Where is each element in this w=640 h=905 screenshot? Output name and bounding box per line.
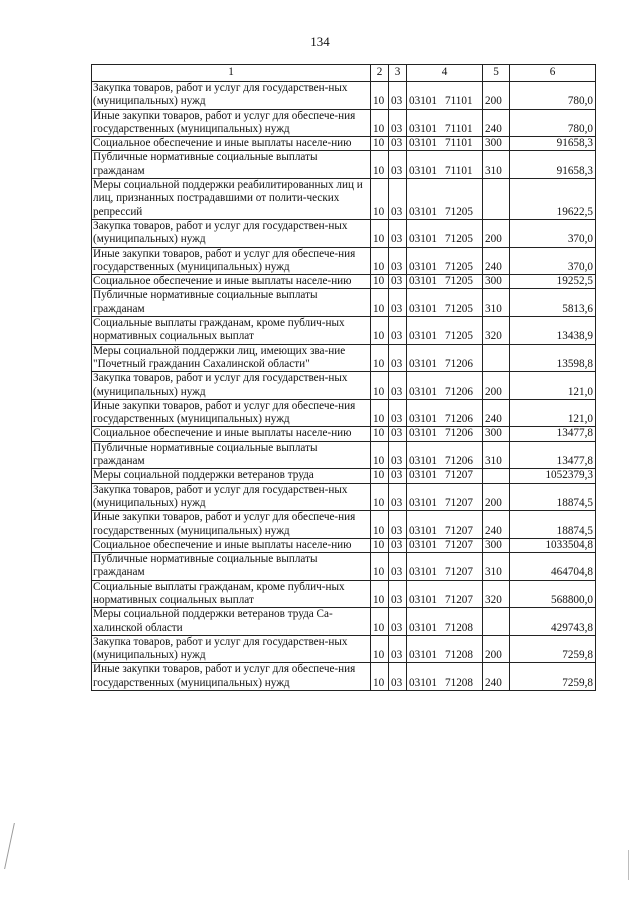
row-subsection-cell: 03 (389, 275, 407, 289)
table-row (92, 179, 596, 220)
target-article-direction-code: 71207 (445, 496, 473, 509)
target-article-program-code: 03101 (409, 95, 437, 108)
row-amount-cell: 370,0 (510, 247, 596, 275)
row-target-article-cell (407, 663, 483, 691)
target-article-direction-code: 71206 (445, 413, 473, 426)
target-article-program-code: 03101 (409, 469, 437, 482)
table-header (92, 65, 596, 82)
row-section-cell: 10 (371, 608, 389, 636)
table-row (92, 289, 596, 317)
row-expense-type-cell: 240 (483, 511, 510, 539)
target-article-direction-code: 71205 (445, 302, 473, 315)
margin-scan-mark (628, 850, 631, 880)
header-cell-name: 1 (92, 65, 371, 82)
row-subsection-cell: 03 (389, 427, 407, 441)
row-name-cell: Иные закупки товаров, работ и услуг для обеспече-ния государственных (муниципальных) нужд (92, 247, 371, 275)
row-section-cell: 10 (371, 219, 389, 247)
table-row (92, 427, 596, 441)
row-subsection-cell: 03 (389, 608, 407, 636)
row-expense-type-cell: 240 (483, 109, 510, 137)
target-article-direction-code: 71101 (445, 95, 473, 108)
row-subsection-cell: 03 (389, 179, 407, 220)
row-expense-type-cell: 240 (483, 247, 510, 275)
row-target-article-cell (407, 344, 483, 372)
target-article-direction-code: 71101 (445, 122, 473, 135)
table-row (92, 469, 596, 483)
header-cell-expense-type: 5 (483, 65, 510, 82)
row-target-article-cell (407, 553, 483, 581)
row-target-article-cell (407, 441, 483, 469)
row-section-cell: 10 (371, 344, 389, 372)
header-cell-section: 2 (371, 65, 389, 82)
row-name-cell: Иные закупки товаров, работ и услуг для обеспече-ния государственных (муниципальных) нужд (92, 663, 371, 691)
target-article-program-code: 03101 (409, 566, 437, 579)
row-expense-type-cell: 300 (483, 538, 510, 552)
row-subsection-cell: 03 (389, 151, 407, 179)
target-article-direction-code: 71208 (445, 676, 473, 689)
row-section-cell: 10 (371, 82, 389, 110)
target-article-program-code: 03101 (409, 496, 437, 509)
target-article-direction-code: 71205 (445, 275, 473, 288)
row-name-cell: Меры социальной поддержки ветеранов труда Са-халинской области (92, 608, 371, 636)
header-cell-amount: 6 (510, 65, 596, 82)
row-name-cell: Закупка товаров, работ и услуг для государствен-ных (муниципальных) нужд (92, 219, 371, 247)
row-amount-cell: 18874,5 (510, 511, 596, 539)
table-row (92, 151, 596, 179)
row-amount-cell: 121,0 (510, 399, 596, 427)
row-expense-type-cell: 240 (483, 663, 510, 691)
row-expense-type-cell: 200 (483, 82, 510, 110)
row-amount-cell: 18874,5 (510, 483, 596, 511)
row-name-cell: Закупка товаров, работ и услуг для государствен-ных (муниципальных) нужд (92, 82, 371, 110)
row-subsection-cell: 03 (389, 441, 407, 469)
row-target-article-cell (407, 289, 483, 317)
table-row (92, 635, 596, 663)
row-expense-type-cell (483, 344, 510, 372)
table-row (92, 137, 596, 151)
row-target-article-cell (407, 151, 483, 179)
row-target-article-cell (407, 372, 483, 400)
row-expense-type-cell: 320 (483, 580, 510, 608)
row-amount-cell: 5813,6 (510, 289, 596, 317)
target-article-program-code: 03101 (409, 676, 437, 689)
row-amount-cell: 91658,3 (510, 137, 596, 151)
row-subsection-cell: 03 (389, 289, 407, 317)
row-name-cell: Социальные выплаты гражданам, кроме публич-ных нормативных социальных выплат (92, 317, 371, 345)
target-article-program-code: 03101 (409, 593, 437, 606)
row-target-article-cell (407, 317, 483, 345)
row-expense-type-cell: 200 (483, 219, 510, 247)
row-target-article-cell (407, 538, 483, 552)
row-subsection-cell: 03 (389, 109, 407, 137)
target-article-program-code: 03101 (409, 357, 437, 370)
row-target-article-cell (407, 109, 483, 137)
row-name-cell: Публичные нормативные социальные выплаты гражданам (92, 151, 371, 179)
row-expense-type-cell: 240 (483, 399, 510, 427)
row-section-cell: 10 (371, 441, 389, 469)
target-article-direction-code: 71206 (445, 455, 473, 468)
row-subsection-cell: 03 (389, 344, 407, 372)
row-subsection-cell: 03 (389, 663, 407, 691)
target-article-program-code: 03101 (409, 538, 437, 551)
target-article-direction-code: 71208 (445, 649, 473, 662)
row-amount-cell: 7259,8 (510, 635, 596, 663)
row-name-cell: Меры социальной поддержки реабилитированных лиц и лиц, признанных пострадавшими от полити-ческих репрессий (92, 179, 371, 220)
row-section-cell: 10 (371, 580, 389, 608)
row-expense-type-cell: 310 (483, 441, 510, 469)
table-row (92, 344, 596, 372)
row-section-cell: 10 (371, 553, 389, 581)
table-row (92, 483, 596, 511)
row-target-article-cell (407, 511, 483, 539)
row-section-cell: 10 (371, 179, 389, 220)
row-name-cell: Меры социальной поддержки лиц, имеющих зва-ние "Почетный гражданин Сахалинской области" (92, 344, 371, 372)
row-subsection-cell: 03 (389, 219, 407, 247)
target-article-program-code: 03101 (409, 205, 437, 218)
row-amount-cell: 1033504,8 (510, 538, 596, 552)
table-row (92, 538, 596, 552)
target-article-direction-code: 71207 (445, 538, 473, 551)
row-name-cell: Социальные выплаты гражданам, кроме публич-ных нормативных социальных выплат (92, 580, 371, 608)
row-amount-cell: 370,0 (510, 219, 596, 247)
row-target-article-cell (407, 275, 483, 289)
target-article-direction-code: 71205 (445, 330, 473, 343)
target-article-direction-code: 71207 (445, 566, 473, 579)
table-row (92, 399, 596, 427)
row-amount-cell: 7259,8 (510, 663, 596, 691)
target-article-program-code: 03101 (409, 275, 437, 288)
row-expense-type-cell: 200 (483, 372, 510, 400)
row-section-cell: 10 (371, 511, 389, 539)
row-section-cell: 10 (371, 372, 389, 400)
target-article-program-code: 03101 (409, 385, 437, 398)
table-row (92, 608, 596, 636)
row-target-article-cell (407, 483, 483, 511)
table-row (92, 372, 596, 400)
row-amount-cell: 13598,8 (510, 344, 596, 372)
row-amount-cell: 1052379,3 (510, 469, 596, 483)
target-article-program-code: 03101 (409, 427, 437, 440)
budget-table (91, 64, 596, 691)
row-subsection-cell: 03 (389, 399, 407, 427)
target-article-direction-code: 71207 (445, 469, 473, 482)
row-name-cell: Социальное обеспечение и иные выплаты населе-нию (92, 427, 371, 441)
row-section-cell: 10 (371, 275, 389, 289)
row-name-cell: Меры социальной поддержки ветеранов труда (92, 469, 371, 483)
row-section-cell: 10 (371, 483, 389, 511)
header-row (92, 65, 596, 82)
target-article-direction-code: 71206 (445, 385, 473, 398)
target-article-program-code: 03101 (409, 649, 437, 662)
table-row (92, 441, 596, 469)
table-row (92, 82, 596, 110)
row-name-cell: Иные закупки товаров, работ и услуг для обеспече-ния государственных (муниципальных) нужд (92, 399, 371, 427)
row-expense-type-cell: 320 (483, 317, 510, 345)
row-target-article-cell (407, 137, 483, 151)
row-subsection-cell: 03 (389, 635, 407, 663)
row-name-cell: Иные закупки товаров, работ и услуг для обеспече-ния государственных (муниципальных) нужд (92, 109, 371, 137)
target-article-program-code: 03101 (409, 621, 437, 634)
row-section-cell: 10 (371, 538, 389, 552)
row-section-cell: 10 (371, 663, 389, 691)
row-expense-type-cell: 200 (483, 483, 510, 511)
row-target-article-cell (407, 635, 483, 663)
row-expense-type-cell: 300 (483, 275, 510, 289)
row-section-cell: 10 (371, 109, 389, 137)
row-expense-type-cell (483, 469, 510, 483)
row-name-cell: Публичные нормативные социальные выплаты гражданам (92, 289, 371, 317)
target-article-program-code: 03101 (409, 413, 437, 426)
row-name-cell: Социальное обеспечение и иные выплаты населе-нию (92, 538, 371, 552)
row-target-article-cell (407, 580, 483, 608)
target-article-direction-code: 71208 (445, 621, 473, 634)
row-amount-cell: 19252,5 (510, 275, 596, 289)
row-expense-type-cell: 200 (483, 635, 510, 663)
table-row (92, 580, 596, 608)
row-expense-type-cell: 310 (483, 289, 510, 317)
row-section-cell: 10 (371, 427, 389, 441)
row-expense-type-cell: 300 (483, 427, 510, 441)
row-name-cell: Публичные нормативные социальные выплаты гражданам (92, 441, 371, 469)
row-name-cell: Социальное обеспечение и иные выплаты населе-нию (92, 137, 371, 151)
margin-pencil-mark (4, 823, 19, 869)
target-article-program-code: 03101 (409, 122, 437, 135)
row-subsection-cell: 03 (389, 82, 407, 110)
target-article-direction-code: 71206 (445, 357, 473, 370)
table-row (92, 663, 596, 691)
row-subsection-cell: 03 (389, 247, 407, 275)
row-subsection-cell: 03 (389, 469, 407, 483)
row-amount-cell: 568800,0 (510, 580, 596, 608)
row-target-article-cell (407, 247, 483, 275)
target-article-direction-code: 71207 (445, 524, 473, 537)
row-subsection-cell: 03 (389, 580, 407, 608)
row-name-cell: Публичные нормативные социальные выплаты гражданам (92, 553, 371, 581)
row-amount-cell: 464704,8 (510, 553, 596, 581)
row-target-article-cell (407, 399, 483, 427)
table-row (92, 511, 596, 539)
table-row (92, 247, 596, 275)
row-target-article-cell (407, 427, 483, 441)
row-section-cell: 10 (371, 469, 389, 483)
row-amount-cell: 19622,5 (510, 179, 596, 220)
row-section-cell: 10 (371, 289, 389, 317)
row-section-cell: 10 (371, 399, 389, 427)
row-subsection-cell: 03 (389, 511, 407, 539)
target-article-program-code: 03101 (409, 302, 437, 315)
row-section-cell: 10 (371, 317, 389, 345)
row-expense-type-cell: 300 (483, 137, 510, 151)
table-row (92, 553, 596, 581)
row-subsection-cell: 03 (389, 137, 407, 151)
target-article-direction-code: 71206 (445, 427, 473, 440)
row-amount-cell: 13438,9 (510, 317, 596, 345)
target-article-program-code: 03101 (409, 524, 437, 537)
table-row (92, 219, 596, 247)
row-subsection-cell: 03 (389, 553, 407, 581)
target-article-program-code: 03101 (409, 233, 437, 246)
row-expense-type-cell (483, 179, 510, 220)
row-amount-cell: 13477,8 (510, 441, 596, 469)
row-name-cell: Закупка товаров, работ и услуг для государствен-ных (муниципальных) нужд (92, 483, 371, 511)
target-article-program-code: 03101 (409, 164, 437, 177)
row-subsection-cell: 03 (389, 538, 407, 552)
row-expense-type-cell (483, 608, 510, 636)
target-article-direction-code: 71207 (445, 593, 473, 606)
row-section-cell: 10 (371, 635, 389, 663)
row-amount-cell: 780,0 (510, 109, 596, 137)
row-name-cell: Закупка товаров, работ и услуг для государствен-ных (муниципальных) нужд (92, 372, 371, 400)
row-target-article-cell (407, 469, 483, 483)
row-name-cell: Иные закупки товаров, работ и услуг для обеспече-ния государственных (муниципальных) нужд (92, 511, 371, 539)
row-name-cell: Социальное обеспечение и иные выплаты населе-нию (92, 275, 371, 289)
row-target-article-cell (407, 179, 483, 220)
header-cell-target-article: 4 (407, 65, 483, 82)
row-amount-cell: 780,0 (510, 82, 596, 110)
row-subsection-cell: 03 (389, 317, 407, 345)
target-article-direction-code: 71101 (445, 164, 473, 177)
row-subsection-cell: 03 (389, 372, 407, 400)
page-number: 134 (310, 34, 330, 49)
target-article-program-code: 03101 (409, 455, 437, 468)
row-amount-cell: 121,0 (510, 372, 596, 400)
table-body (92, 82, 596, 691)
row-amount-cell: 91658,3 (510, 151, 596, 179)
target-article-direction-code: 71205 (445, 233, 473, 246)
target-article-direction-code: 71205 (445, 260, 473, 273)
target-article-program-code: 03101 (409, 330, 437, 343)
row-section-cell: 10 (371, 151, 389, 179)
target-article-direction-code: 71205 (445, 205, 473, 218)
row-expense-type-cell: 310 (483, 151, 510, 179)
table-row (92, 109, 596, 137)
row-amount-cell: 429743,8 (510, 608, 596, 636)
table-row (92, 317, 596, 345)
row-expense-type-cell: 310 (483, 553, 510, 581)
target-article-program-code: 03101 (409, 137, 437, 150)
row-section-cell: 10 (371, 137, 389, 151)
target-article-direction-code: 71101 (445, 137, 473, 150)
header-cell-subsection: 3 (389, 65, 407, 82)
row-amount-cell: 13477,8 (510, 427, 596, 441)
row-target-article-cell (407, 608, 483, 636)
row-section-cell: 10 (371, 247, 389, 275)
row-name-cell: Закупка товаров, работ и услуг для государствен-ных (муниципальных) нужд (92, 635, 371, 663)
row-subsection-cell: 03 (389, 483, 407, 511)
table-row (92, 275, 596, 289)
row-target-article-cell (407, 219, 483, 247)
row-target-article-cell (407, 82, 483, 110)
target-article-program-code: 03101 (409, 260, 437, 273)
